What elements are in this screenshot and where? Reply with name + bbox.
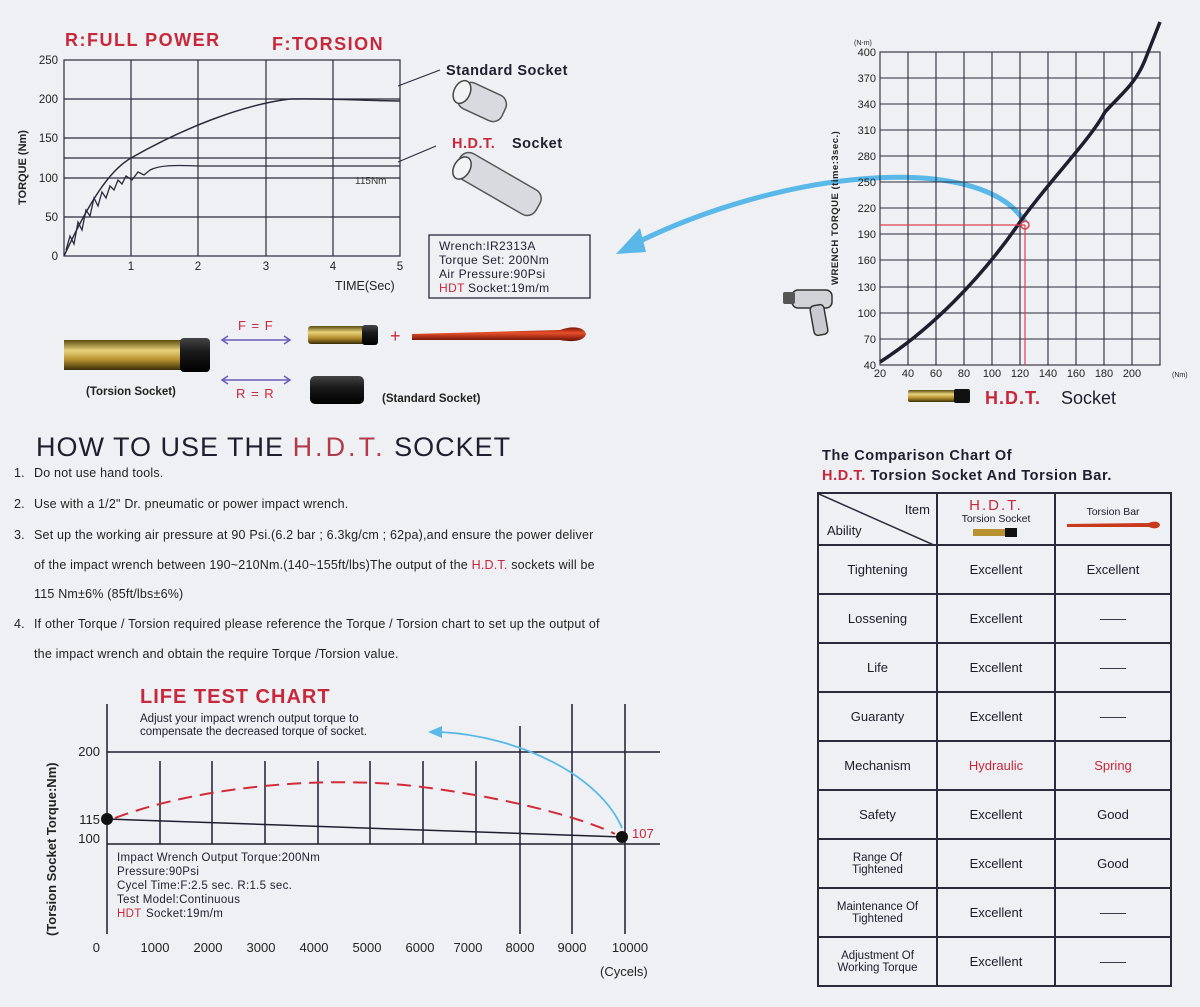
wrench-y-tick: 100 xyxy=(857,308,876,320)
comparison-row: Mechanism Hydraulic Spring xyxy=(818,741,1171,790)
hdt-socket-label-b: Socket xyxy=(512,136,563,152)
torque-chart-title-r: R:FULL POWER xyxy=(65,30,221,50)
life-info-line: Pressure:90Psi xyxy=(117,866,200,878)
comparison-row: Life Excellent —— xyxy=(818,643,1171,692)
torque-y-tick: 150 xyxy=(38,133,58,145)
life-info-line: Impact Wrench Output Torque:200Nm xyxy=(117,852,321,864)
comparison-table xyxy=(817,492,1172,987)
wrench-x-tick: 160 xyxy=(1066,368,1086,380)
howto-step: 1. Do not use hand tools. xyxy=(14,466,164,480)
comparison-header-row xyxy=(818,493,1171,545)
wrench-y-tick: 340 xyxy=(857,99,876,111)
howto-title xyxy=(36,432,511,463)
howto-step: 2. Use with a 1/2" Dr. pneumatic or power impact wrench. xyxy=(14,497,349,511)
comparison-title-line-1: The Comparison Chart Of xyxy=(822,448,1013,464)
torque-x-label: TIME(Sec) xyxy=(335,279,395,293)
life-end-point xyxy=(616,831,628,843)
head-torsion-bar-image xyxy=(1065,520,1161,530)
wrench-x-unit: (Nm) xyxy=(1172,372,1188,379)
life-x-tick: 9000 xyxy=(557,940,587,955)
torque-y-tick: 250 xyxy=(38,55,58,67)
comparison-title xyxy=(822,446,1112,486)
life-x-tick: 2000 xyxy=(193,940,223,955)
torque-info-line: Torque Set: 200Nm xyxy=(439,253,550,267)
torque-115-annotation: 115Nm xyxy=(355,176,387,187)
torque-x-tick: 5 xyxy=(396,261,404,273)
standard-socket-image xyxy=(450,78,510,125)
comparison-row: Guaranty Excellent —— xyxy=(818,692,1171,741)
howto-step: of the impact wrench between 190~210Nm.(140~155ft/lbs)The output of the H.D.T. sockets will be xyxy=(34,558,595,572)
torque-info-socket: Socket:19m/m xyxy=(468,281,550,295)
torque-y-tick: 100 xyxy=(38,173,58,185)
life-info-socket: Socket:19m/m xyxy=(146,908,224,920)
life-blue-arrow xyxy=(440,732,622,828)
life-test-chart xyxy=(0,676,700,996)
life-x-tick: 7000 xyxy=(453,940,483,955)
wrench-y-tick: 70 xyxy=(863,334,876,346)
hdt-socket-small-image xyxy=(308,325,378,345)
life-start-point xyxy=(101,813,113,825)
blue-arrow-head xyxy=(616,228,646,254)
head-ability: Ability xyxy=(827,523,862,538)
comparison-head-hdt xyxy=(937,493,1055,545)
wrench-torque-chart xyxy=(600,0,1200,420)
torque-info-hdt: HDT xyxy=(439,281,465,295)
life-x-tick: 10000 xyxy=(611,940,649,955)
torque-info-line: Air Pressure:90Psi xyxy=(439,267,546,281)
comparison-row: Safety Excellent Good xyxy=(818,790,1171,839)
plus-sign: + xyxy=(390,326,401,346)
life-y-tick: 100 xyxy=(78,831,100,846)
torsion-socket-caption: (Torsion Socket) xyxy=(86,386,176,398)
life-info-hdt: HDT xyxy=(117,908,142,920)
head-hdt-sub: Torsion Socket xyxy=(961,513,1031,525)
comparison-head-item-ability xyxy=(818,493,937,545)
torque-time-chart xyxy=(0,0,620,300)
blue-arrow xyxy=(630,177,1025,246)
comparison-title-line-2: Torsion Socket And Torsion Bar. xyxy=(865,468,1113,484)
life-y-label: (Torsion Socket Torque:Nm) xyxy=(44,762,59,936)
life-x-tick: 1000 xyxy=(140,940,170,955)
wrench-y-tick: 40 xyxy=(863,360,876,372)
howto-title-b: SOCKET xyxy=(394,432,512,462)
comparison-head-bar xyxy=(1055,493,1171,545)
impact-wrench-icon xyxy=(783,290,832,336)
torque-y-tick: 200 xyxy=(38,94,58,106)
wrench-y-tick: 160 xyxy=(857,255,876,267)
torque-chart-title-f: F:TORSION xyxy=(272,34,385,54)
wrench-y-tick: 190 xyxy=(857,229,876,241)
wrench-y-label: WRENCH TORQUE (time:3sec.) xyxy=(830,130,841,285)
standard-socket-label: Standard Socket xyxy=(446,63,568,79)
torque-x-tick: 2 xyxy=(194,261,202,273)
standard-leader-line xyxy=(398,70,440,86)
standard-socket-caption: (Standard Socket) xyxy=(382,393,481,405)
wrench-y-tick: 310 xyxy=(857,125,876,137)
standard-socket-small-image xyxy=(310,376,364,404)
comparison-row: Maintenance Of Tightened Excellent —— xyxy=(818,888,1171,937)
hdt-socket-label-a: H.D.T. xyxy=(452,136,496,152)
torque-y-tick: 50 xyxy=(45,212,58,224)
wrench-y-tick: 220 xyxy=(857,203,876,215)
wrench-y-tick: 250 xyxy=(857,177,876,189)
life-blue-arrow-head xyxy=(428,726,442,738)
torque-info-line: Wrench:IR2313A xyxy=(439,239,536,253)
torsion-socket-image xyxy=(64,338,210,372)
wrench-x-tick: 180 xyxy=(1094,368,1114,380)
wrench-caption-socket-image xyxy=(908,389,970,403)
life-y-tick: 115 xyxy=(79,812,100,827)
life-x-tick: 3000 xyxy=(246,940,276,955)
rr-label: R = R xyxy=(236,386,275,401)
wrench-caption-hdt: H.D.T. xyxy=(985,388,1042,408)
wrench-y-tick: 400 xyxy=(857,47,876,59)
life-torque-decline-line xyxy=(107,819,622,837)
wrench-y-tick: 130 xyxy=(857,282,876,294)
torque-y-label: TORQUE (Nm) xyxy=(17,130,29,205)
wrench-x-tick: 80 xyxy=(957,368,971,380)
hdt-socket-image xyxy=(449,149,545,219)
torque-x-tick: 3 xyxy=(262,261,270,273)
head-item: Item xyxy=(904,502,930,517)
howto-step: 115 Nm±6% (85ft/lbs±6%) xyxy=(34,587,184,601)
hdt-leader-line xyxy=(398,146,436,162)
life-y-tick: 0 xyxy=(92,940,100,955)
life-x-label: (Cycels) xyxy=(600,964,648,979)
wrench-x-tick: 140 xyxy=(1038,368,1058,380)
life-x-tick: 4000 xyxy=(299,940,329,955)
comparison-row: Tightening Excellent Excellent xyxy=(818,545,1171,594)
torque-x-tick: 4 xyxy=(329,261,337,273)
wrench-x-tick: 60 xyxy=(929,368,943,380)
wrench-y-tick: 370 xyxy=(857,73,876,85)
comparison-row: Range Of Tightened Excellent Good xyxy=(818,839,1171,888)
wrench-x-tick: 120 xyxy=(1010,368,1030,380)
comparison-title-hdt: H.D.T. xyxy=(822,468,866,484)
socket-comparison-strip xyxy=(0,300,620,410)
howto-step: the impact wrench and obtain the require Torque /Torsion value. xyxy=(34,647,399,661)
life-chart-note-2: compensate the decreased torque of socket. xyxy=(140,726,367,738)
head-bar: Torsion Bar xyxy=(1086,505,1140,518)
torque-x-tick: 1 xyxy=(127,261,135,273)
rr-double-arrow xyxy=(222,376,290,384)
howto-title-hdt: H.D.T. xyxy=(292,432,386,462)
torsion-bar-image xyxy=(412,327,586,341)
howto-title-a: HOW TO USE THE xyxy=(36,432,285,462)
head-hdt-socket-image xyxy=(973,527,1019,537)
life-y-tick: 200 xyxy=(78,744,100,759)
life-end-value: 107 xyxy=(632,826,654,841)
wrench-y-tick: 280 xyxy=(857,151,876,163)
life-chart-title: LIFE TEST CHART xyxy=(140,686,331,708)
life-x-tick: 6000 xyxy=(405,940,435,955)
comparison-row: Lossening Excellent —— xyxy=(818,594,1171,643)
wrench-x-tick: 200 xyxy=(1122,368,1142,380)
howto-step: 4. If other Torque / Torsion required please reference the Torque / Torsion chart to set up the output of xyxy=(14,617,600,631)
torque-chart-grid xyxy=(64,60,400,256)
life-chart-note-1: Adjust your impact wrench output torque to xyxy=(140,713,359,725)
wrench-x-tick: 40 xyxy=(901,368,915,380)
wrench-x-tick: 100 xyxy=(982,368,1002,380)
howto-step: 3. Set up the working air pressure at 90 Psi.(6.2 bar ; 6.3kg/cm ; 62pa),and ensure the power deliver xyxy=(14,528,594,542)
ff-double-arrow xyxy=(222,336,290,344)
head-hdt: H.D.T. xyxy=(969,497,1023,514)
ff-label: F = F xyxy=(238,318,274,333)
life-x-tick: 5000 xyxy=(352,940,382,955)
wrench-y-unit: (N-m) xyxy=(854,40,872,47)
torque-y-tick: 0 xyxy=(51,251,58,263)
life-x-tick: 8000 xyxy=(505,940,535,955)
comparison-row: Adjustment Of Working Torque Excellent —— xyxy=(818,937,1171,986)
wrench-x-tick: 20 xyxy=(873,368,887,380)
life-compensation-curve xyxy=(115,782,615,834)
standard-socket-curve xyxy=(64,99,400,256)
life-info-line: Test Model:Continuous xyxy=(117,894,241,906)
life-info-line: Cycel Time:F:2.5 sec. R:1.5 sec. xyxy=(117,880,293,892)
wrench-caption-socket: Socket xyxy=(1061,388,1117,408)
